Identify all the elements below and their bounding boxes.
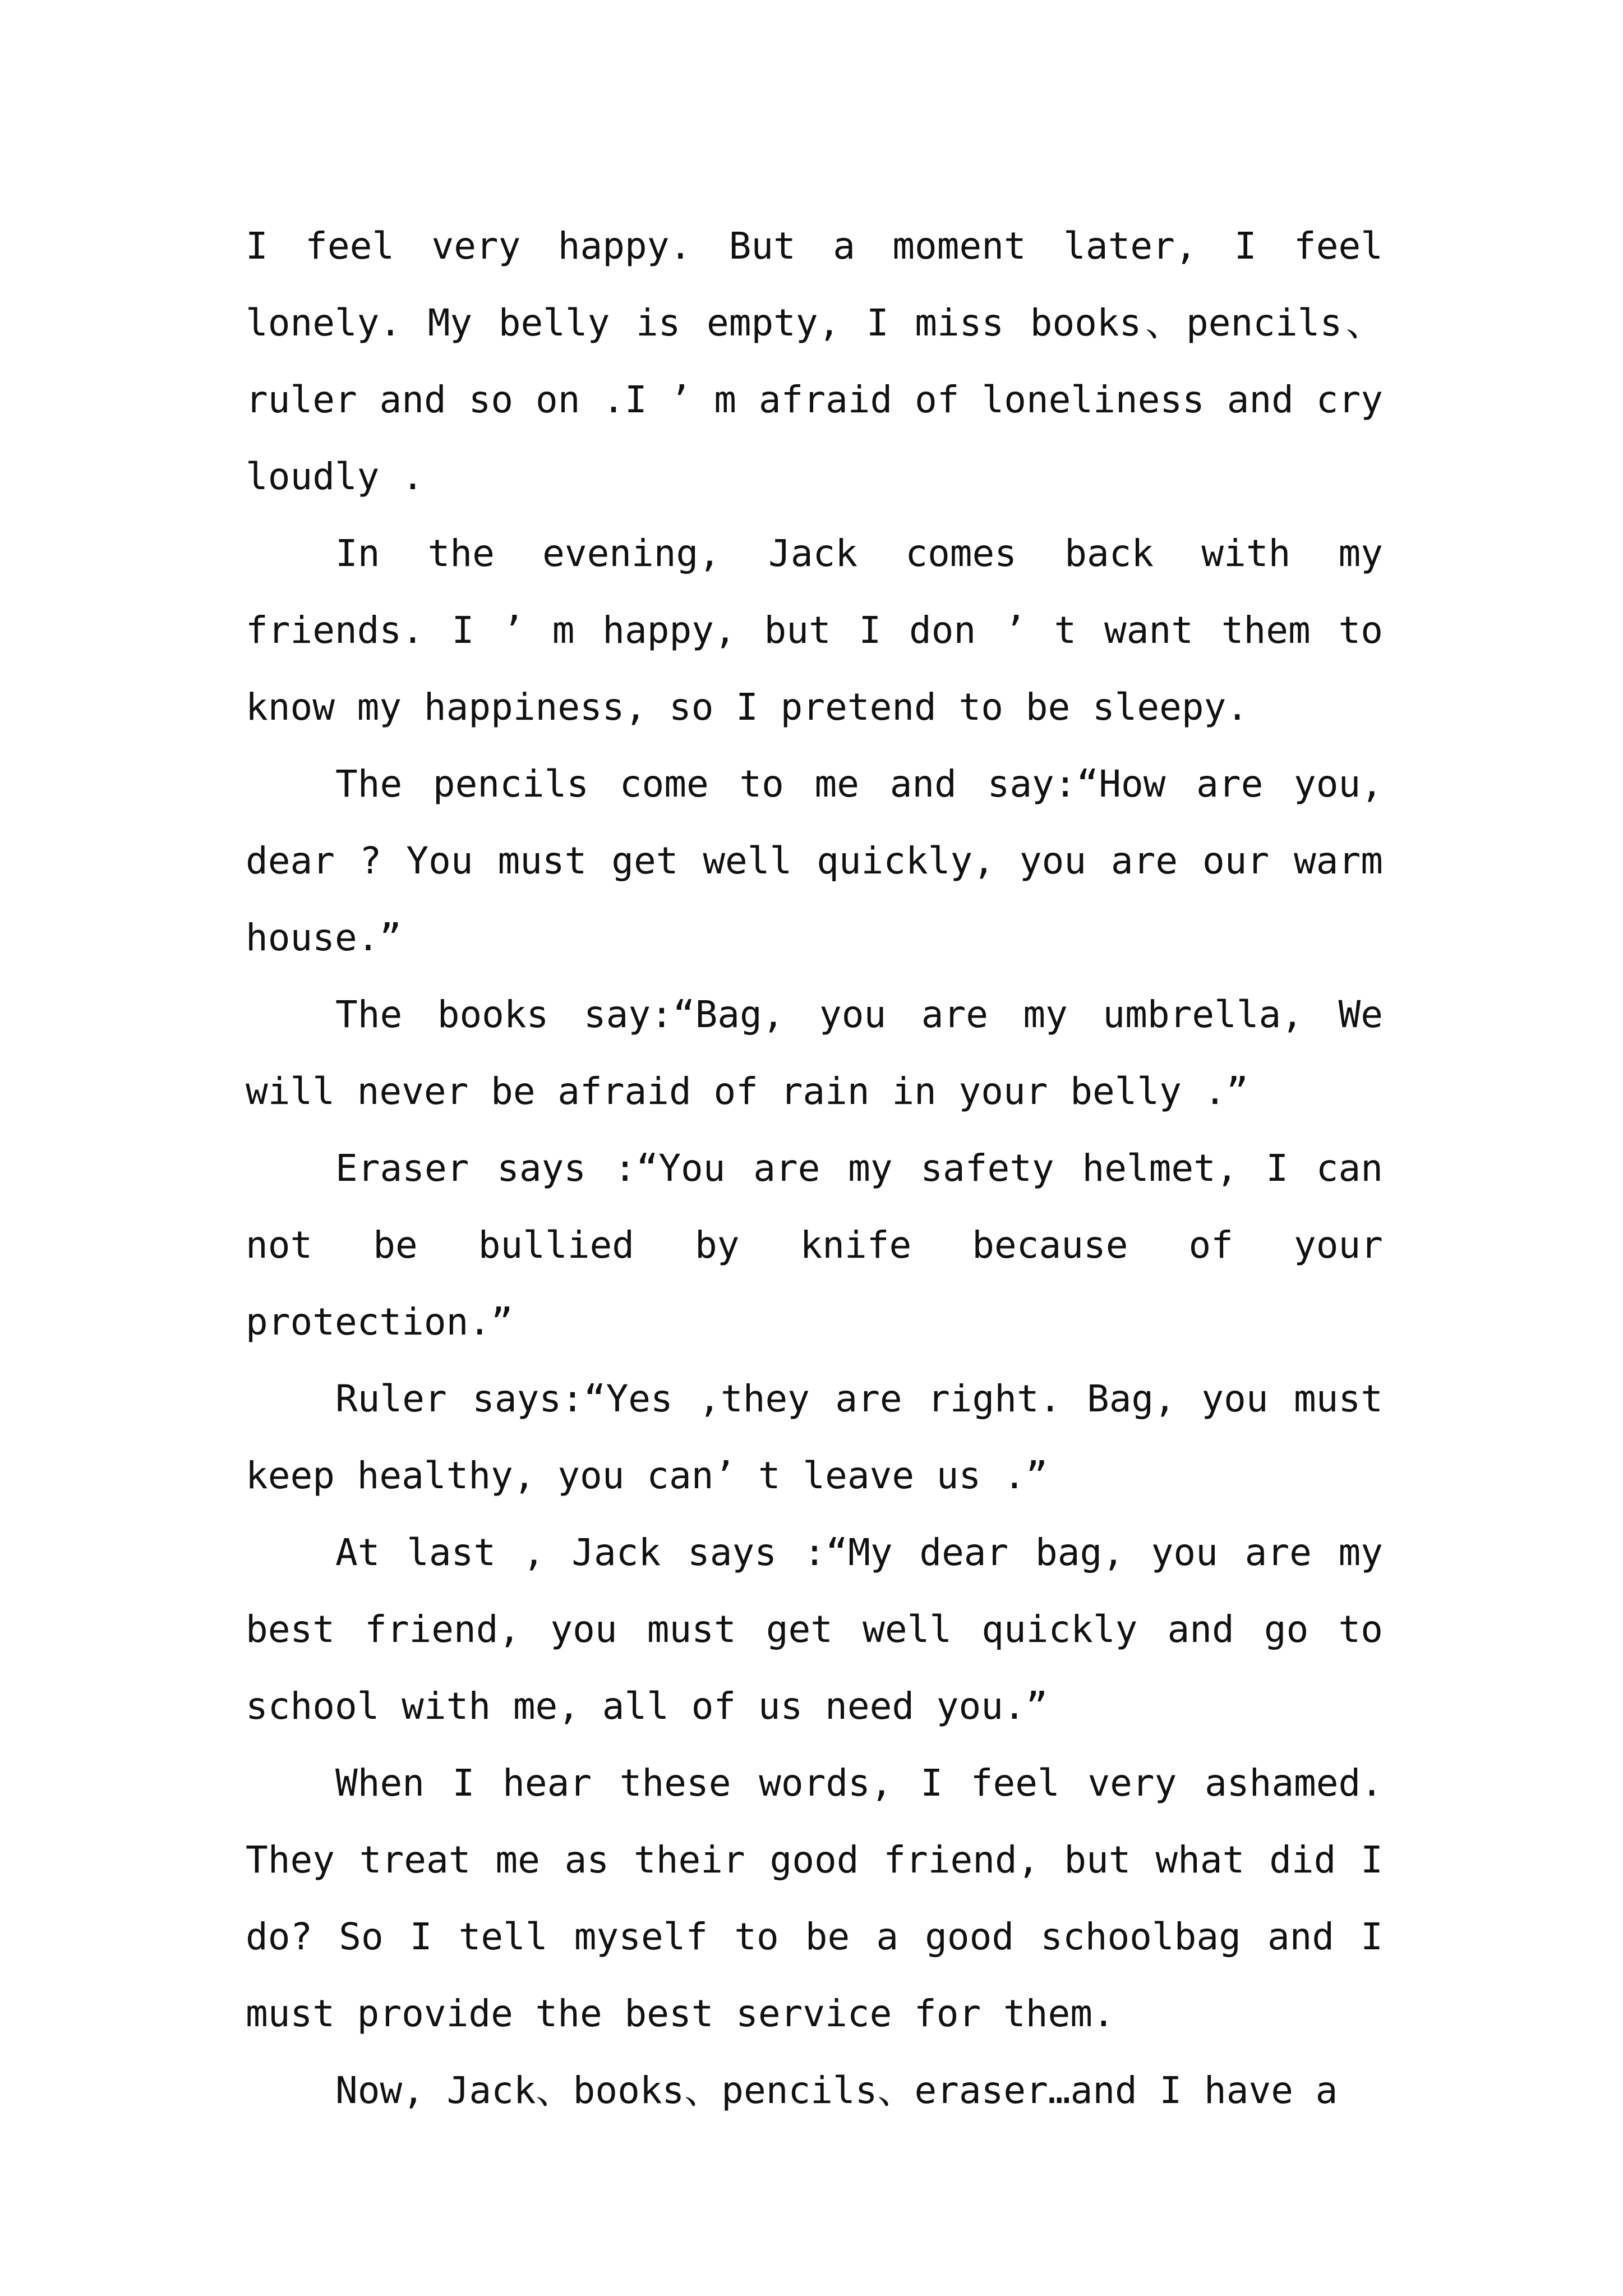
paragraph-5: Eraser says :“You are my safety helmet, I can not be bullied by knife because of your protection.” — [246, 1147, 1383, 1343]
paragraph-1: I feel very happy. But a moment later, I feel lonely. My belly is empty, I miss books、pencils、ruler and so on .I ’ m afraid of loneliness and cry loudly . — [246, 224, 1383, 498]
paragraph-6: Ruler says:“Yes ,they are right. Bag, you must keep healthy, you can’ t leave us .” — [246, 1377, 1383, 1497]
paragraph-9: Now, Jack、books、pencils、eraser…and I have a — [335, 2069, 1338, 2112]
body-text — [246, 208, 1383, 2129]
paragraph-4: The books say:“Bag, you are my umbrella, We will never be afraid of rain in your belly .” — [246, 993, 1383, 1113]
paragraph-2: In the evening, Jack comes back with my friends. I ’ m happy, but I don ’ t want them to know my happiness, so I pretend to be sleepy. — [246, 532, 1383, 729]
paragraph-8: When I hear these words, I feel very ashamed. They treat me as their good friend, but what did I do? So I tell myself to be a good schoolbag and I must provide the best service for them. — [246, 1761, 1383, 2035]
paragraph-3: The pencils come to me and say:“How are you, dear ? You must get well quickly, you are our warm house.” — [246, 762, 1383, 959]
paragraph-7: At last , Jack says :“My dear bag, you are my best friend, you must get well quickly and go to school with me, all of us need you.” — [246, 1531, 1383, 1728]
